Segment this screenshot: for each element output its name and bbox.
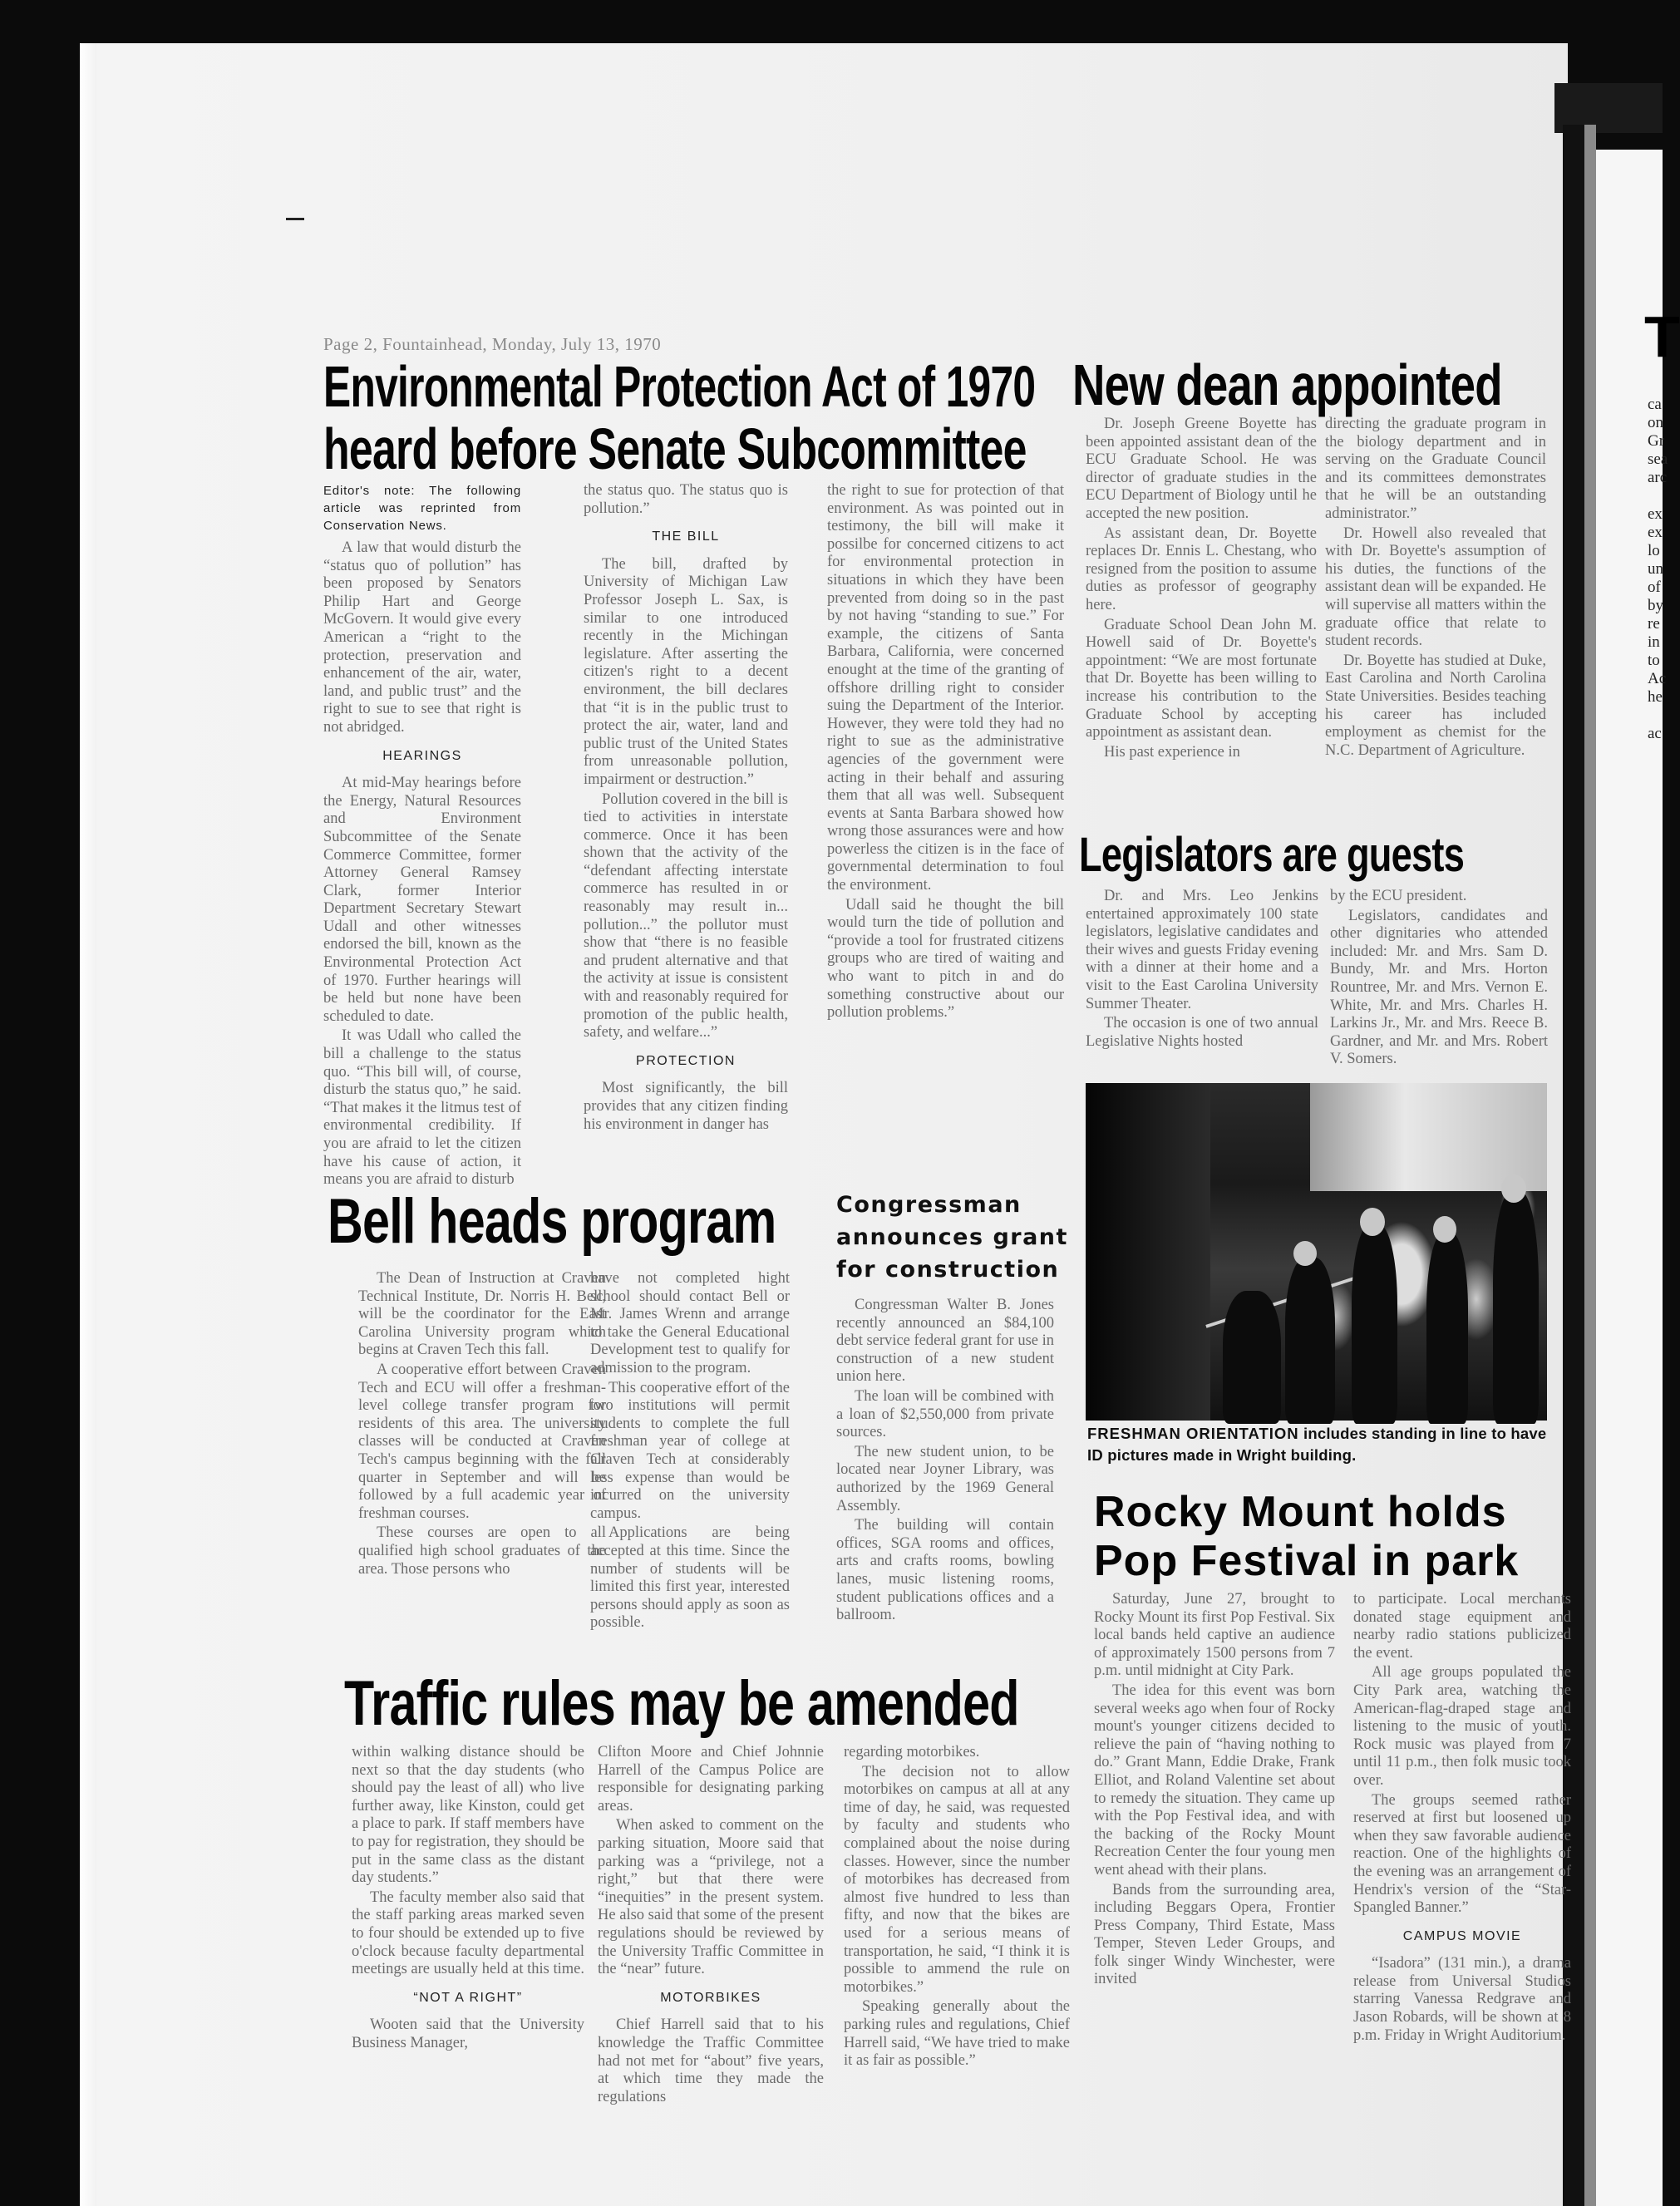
- article-paragraph: The new student union, to be located near Joyner Library, was authorized by the 1969 General Assembly.: [836, 1443, 1054, 1514]
- article-column: [323, 482, 521, 1189]
- freshman-orientation-photo: [1086, 1083, 1547, 1421]
- section-subheading: “NOT A RIGHT”: [413, 1990, 523, 2005]
- article-paragraph: the right to sue for protection of that environment. As was pointed out in testimony, the bill will make it possilbe for concerned citizens to act for environmental protection in situations in which they have been prevented from doing so in the past by not having “standing to sue.” For example, the citizens of Santa Barbara, California, were concerned enought at the time of the granting of offshore drilling right to consider suing the Department of the Interior. However, they were told they had no right to sue as the administrative agencies of the government were acting in their behalf and assuring them that all was well. Subsequent events at Santa Barbara showed how wrong those assurances were and how powerless the citizen is in the face of governmental determination to foul the environment.: [827, 482, 1064, 894]
- fragment-line: lo: [1648, 542, 1660, 559]
- fragment-line: re: [1648, 615, 1660, 633]
- headline-line: Congressman: [836, 1192, 1022, 1218]
- scan-mark: [286, 218, 304, 220]
- article-paragraph: The loan will be combined with a loan of $2,550,000 from private sources.: [836, 1387, 1054, 1441]
- article-paragraph: The building will contain offices, SGA rooms and offices, arts and crafts rooms, bowling lanes, music listening rooms, student publications offices and a ballroom.: [836, 1517, 1054, 1624]
- headline-line: announces grant: [836, 1224, 1068, 1250]
- article-paragraph: Dr. Boyette has studied at Duke, East Carolina and North Carolina State Universities. Besides teaching his career has included employment as chemist for the N.C. Department of Agriculture.: [1325, 652, 1546, 759]
- fragment-line: he: [1648, 688, 1663, 706]
- photo-person: [1285, 1258, 1335, 1424]
- photo-person: [1493, 1191, 1539, 1424]
- article-column: [358, 1270, 606, 1578]
- photo-person-head: [1293, 1241, 1317, 1266]
- article-paragraph: A law that would disturb the “status quo of pollution” has been proposed by Senators Philip Hart and George McGovern. It would give every American a “right to the protection, preservation and enhancement of the air, water, land, and public trust” and the right to sue to see that right is not abridged.: [323, 539, 521, 736]
- photo-person: [1352, 1224, 1397, 1424]
- article-paragraph: regarding motorbikes.: [844, 1744, 980, 1760]
- photo-person-head: [1501, 1174, 1526, 1203]
- article-column: [1330, 888, 1548, 1069]
- article-paragraph: Applications are being accepted at this time. Since the number of students will be limited this first year, interested persons should apply as soon as possible.: [590, 1524, 790, 1632]
- next-page-text-fragment: [1648, 396, 1668, 743]
- fragment-line: [1648, 487, 1668, 505]
- article-paragraph: At mid-May hearings before the Energy, Natural Resources and Environment Subcommittee of the Senate Commerce Committee, former Attorney General Ramsey Clark, former Interior Department Secretary Stewart Udall and other witnesses endorsed the bill, known as the Environmental Protection Act of 1970. Further hearings will be held but none have been scheduled to date.: [323, 775, 521, 1025]
- editors-note: Editor's note: The following article was reprinted from Conservation News.: [323, 484, 521, 533]
- headline-rocky-line1: Rocky Mount holds: [1094, 1488, 1507, 1536]
- photo-person-head: [1360, 1208, 1385, 1236]
- article-column: [827, 482, 1064, 1022]
- article-column: [1353, 1591, 1571, 2045]
- fragment-line: ex: [1648, 524, 1663, 541]
- article-paragraph: Clifton Moore and Chief Johnnie Harrell of the Campus Police are responsible for designating parking areas.: [598, 1744, 824, 1815]
- article-paragraph: “Isadora” (131 min.), a drama release from Universal Studios starring Vanessa Redgrave and Jason Robards, will be shown at 8 p.m. Friday in Wright Auditorium.: [1353, 1955, 1571, 2044]
- headline-congressman: [836, 1189, 1068, 1286]
- photo-person: [1426, 1233, 1468, 1424]
- article-paragraph: have not completed hight school should contact Bell or Mr. James Wrenn and arrange to take the General Educational Development test to qualify for admission to the program.: [590, 1270, 790, 1376]
- section-subheading: THE BILL: [652, 529, 720, 544]
- article-paragraph: Congressman Walter B. Jones recently announced an $84,100 debt service federal grant for use in construction of a new student union here.: [836, 1297, 1054, 1386]
- fragment-line: on: [1648, 414, 1663, 431]
- article-paragraph: These courses are open to all qualified high school graduates of the area. Those persons who: [358, 1524, 606, 1578]
- article-paragraph: directing the graduate program in the biology department and in serving on the Graduate Council and its committees demonstrates that he will be an outstanding administrator.”: [1325, 416, 1546, 522]
- article-column: [836, 1297, 1054, 1625]
- article-paragraph: Most significantly, the bill provides that any citizen finding his environment in danger has: [584, 1080, 788, 1133]
- fragment-line: un: [1648, 560, 1663, 578]
- headline-legislators: Legislators are guests: [1079, 828, 1465, 882]
- fragment-line: of: [1648, 579, 1661, 596]
- article-paragraph: When asked to comment on the parking situation, Moore said that parking was a “privilege, not a right,” but that there were “inequities” in the present system. He also said that some of the present regulations should be reviewed by the University Traffic Committee in the “near” future.: [598, 1817, 824, 1978]
- article-paragraph: It was Udall who called the bill a challenge to the status quo. “This bill will, of course, disturb the status quo,” he said. “That makes it the litmus test of environmental credibility. If you are afraid to let the citizen have his cause of action, it means you are afraid to disturb: [323, 1027, 521, 1189]
- article-column: [1086, 416, 1317, 761]
- article-paragraph: Saturday, June 27, brought to Rocky Mount its first Pop Festival. Six local bands held captive an audience of approximately 1500 persons from 7 p.m. until midnight at City Park.: [1094, 1591, 1335, 1680]
- article-paragraph: Chief Harrell said that to his knowledge the Traffic Committee had not met for “about” five years, at which time they made the regulations: [598, 2016, 824, 2105]
- article-paragraph: Udall said he thought the bill would turn the tide of pollution and “provide a tool for frustrated citizens groups who are tired of waiting and who want to pitch in and do something constructive about our pollution problems.”: [827, 896, 1064, 1022]
- article-paragraph: A cooperative effort between Craven Tech and ECU will offer a freshman-level college transfer program for residents of this area. The university classes will be conducted at Craven Tech's campus beginning with the fall quarter in September and will be followed by a full academic year of freshman courses.: [358, 1361, 606, 1522]
- article-paragraph: Dr. Joseph Greene Boyette has been appointed assistant dean of the ECU Graduate School. He was director of graduate studies in the ECU Department of Biology until he accepted the new position.: [1086, 416, 1317, 522]
- article-column: [584, 482, 788, 1134]
- headline-bell: Bell heads program: [328, 1186, 776, 1257]
- article-paragraph: Dr. Howell also revealed that with Dr. Boyette's assumption of his duties, the functions of the assistant dean will be expanded. He will supervise all matters within the graduate office that relate to student records.: [1325, 524, 1546, 650]
- article-paragraph: The groups seemed rather reserved at first but loosened up when they saw favorable audience reaction. One of the highlights of the evening was an arrangement of Hendrix's version of the “Star-Spangled Banner.”: [1353, 1791, 1571, 1917]
- photo-doorway: [1086, 1083, 1210, 1421]
- article-paragraph: Pollution covered in the bill is tied to activities in interstate commerce. Once it has been shown that the activity of the “defendant affecting interstate commerce has resulted in or reasonably may result in... pollution...” the pollutor must show that “there is no feasible and prudent alternative and that the activity at issue is consistent with and reasonably required for promotion of the public health, safety, and welfare...”: [584, 790, 788, 1041]
- article-paragraph: The faculty member also said that the staff parking areas marked seven to four should be extended up to five o'clock because faculty departmental meetings are usually held at this time.: [352, 1888, 585, 1978]
- article-paragraph: the status quo. The status quo is pollution.”: [584, 482, 788, 517]
- section-subheading: HEARINGS: [382, 748, 462, 763]
- article-paragraph: to participate. Local merchants donated stage equipment and nearby radio stations publicized the event.: [1353, 1591, 1571, 1662]
- article-paragraph: Speaking generally about the parking rules and regulations, Chief Harrell said, “We have tried to make it as fair as possible.”: [844, 1998, 1070, 2070]
- article-paragraph: The occasion is one of two annual Legislative Nights hosted: [1086, 1015, 1318, 1050]
- headline-line: for construction: [836, 1257, 1060, 1283]
- caption-text: includes standing in line to have ID pictures made in Wright building.: [1087, 1425, 1547, 1464]
- article-paragraph: This cooperative effort of the two institutions will permit students to complete the full freshman year of college at Craven Tech at considerably less expense than would be incurred on the university campus.: [590, 1379, 790, 1522]
- headline-traffic: Traffic rules may be amended: [344, 1668, 1019, 1739]
- fragment-line: to: [1648, 652, 1660, 669]
- next-page-headline-fragment: T: [1644, 304, 1680, 369]
- article-paragraph: within walking distance should be next so that the day students (who should pay the least of all) who live further away, like Kinston, could get a place to park. If staff members have to pay for registration, they should be put in the same class as the distant day students.”: [352, 1744, 584, 1887]
- fragment-line: by: [1648, 597, 1663, 614]
- photo-caption: [1087, 1423, 1553, 1466]
- article-paragraph: Wooten said that the University Business Manager,: [352, 2016, 584, 2051]
- headline-rocky-line2: Pop Festival in park: [1094, 1537, 1520, 1585]
- article-column: [1086, 888, 1318, 1051]
- headline-environmental-line2: heard before Senate Subcommittee: [323, 416, 1027, 481]
- article-column: [598, 1744, 824, 2106]
- article-paragraph: Graduate School Dean John M. Howell said of Dr. Boyette's appointment: “We are most fortunate that Dr. Boyette has been willing to increase his contribution to the Graduate School by accepting appointment as assistant dean.: [1086, 616, 1317, 741]
- fragment-line: arc: [1648, 469, 1668, 486]
- fragment-line: in: [1648, 633, 1660, 651]
- section-subheading: MOTORBIKES: [660, 1990, 761, 2005]
- article-paragraph: The decision not to allow motorbikes on campus at all at any time of day, he said, was requested by faculty and students who complained about the noise during classes. However, since the number of motorbikes has decreased from almost five hundred to less than fifty, and now that the bikes are used for a serious means of transportation, he said, “I think it is possible to ammend the rule on motorbikes.”: [844, 1763, 1070, 1996]
- article-paragraph: The Dean of Instruction at Craven Technical Institute, Dr. Norris H. Bell, will be the coordinator for the East Carolina University program which begins at Craven Tech this fall.: [358, 1270, 606, 1359]
- photo-person-head: [1433, 1216, 1456, 1243]
- photo-person: [1223, 1291, 1281, 1424]
- article-paragraph: Bands from the surrounding area, including Beggars Opera, Frontier Press Company, Third Estate, Mass Temper, Steven Leder Groups, and folk singer Windy Winchester, were invited: [1094, 1881, 1335, 1988]
- page-edge-shadow: [80, 43, 96, 2206]
- article-paragraph: Dr. and Mrs. Leo Jenkins entertained approximately 100 state legislators, legislative candidates and their wives and guests Friday evening with a dinner at their home and a visit to the East Carolina University Summer Theater.: [1086, 888, 1319, 1012]
- article-paragraph: The idea for this event was born several weeks ago when four of Rocky mount's younger citizens decided to relieve the pain of “having nothing to do.” Grant Mann, Eddie Drake, Frank Elliot, and Roland Valentine set about to remedy the situation. They came up with the Pop Festival idea, and with the backing of the Rocky Mount Recreation Center the four young men went ahead with their plans.: [1094, 1682, 1335, 1879]
- article-paragraph: Legislators, candidates and other dignitaries who attended included: Mr. and Mrs. Sam D. Bundy, Mr. and Mrs. Horton Rountree, Mr. and Mrs. Vernon E. White, Mr. and Mrs. Charles H. Larkins Jr., Mr. and Mrs. Reece B. Gardner, and Mr. and Mrs. Robert V. Somers.: [1330, 907, 1548, 1068]
- page-dateline: Page 2, Fountainhead, Monday, July 13, 1970: [323, 334, 662, 354]
- article-paragraph: As assistant dean, Dr. Boyette replaces Dr. Ennis L. Chestang, who resigned from the position to assume duties as professor of geography here.: [1086, 524, 1317, 613]
- fragment-line: ex: [1648, 505, 1663, 523]
- article-paragraph: by the ECU president.: [1330, 888, 1467, 904]
- article-paragraph: The bill, drafted by University of Michigan Law Professor Joseph L. Sax, is similar to one introduced recently in the Michingan legislature. After asserting the citizen's right to a decent environment, the bill declares that “it is in the public trust to protect the air, water, land and public trust of the United States from unreasonable pollution, impairment or destruction.”: [584, 555, 788, 788]
- section-subheading: PROTECTION: [636, 1053, 736, 1068]
- caption-lead: FRESHMAN ORIENTATION: [1087, 1425, 1299, 1442]
- fragment-line: ca: [1648, 396, 1662, 413]
- fragment-line: ac: [1648, 725, 1662, 742]
- section-subheading: CAMPUS MOVIE: [1402, 1928, 1522, 1943]
- binding-spine-shadow: [1584, 125, 1596, 2206]
- article-paragraph: All age groups populated the City Park area, watching the American-flag-draped stage and listening to the music of youth. Rock music was played from 7 until 11 p.m., then folk music took over.: [1353, 1664, 1571, 1789]
- article-column: [1325, 416, 1546, 760]
- fragment-line: [1648, 707, 1668, 725]
- article-column: [1094, 1591, 1335, 1989]
- fragment-line: Gr: [1648, 432, 1665, 450]
- headline-new-dean: New dean appointed: [1072, 352, 1502, 417]
- fragment-line: sea: [1648, 451, 1668, 468]
- article-column: [590, 1270, 790, 1632]
- fragment-line: Ac: [1648, 670, 1667, 687]
- article-paragraph: His past experience in: [1104, 743, 1240, 761]
- article-column: [844, 1744, 1070, 2071]
- headline-environmental-line1: Environmental Protection Act of 1970: [323, 354, 1036, 419]
- article-column: [352, 1744, 584, 2053]
